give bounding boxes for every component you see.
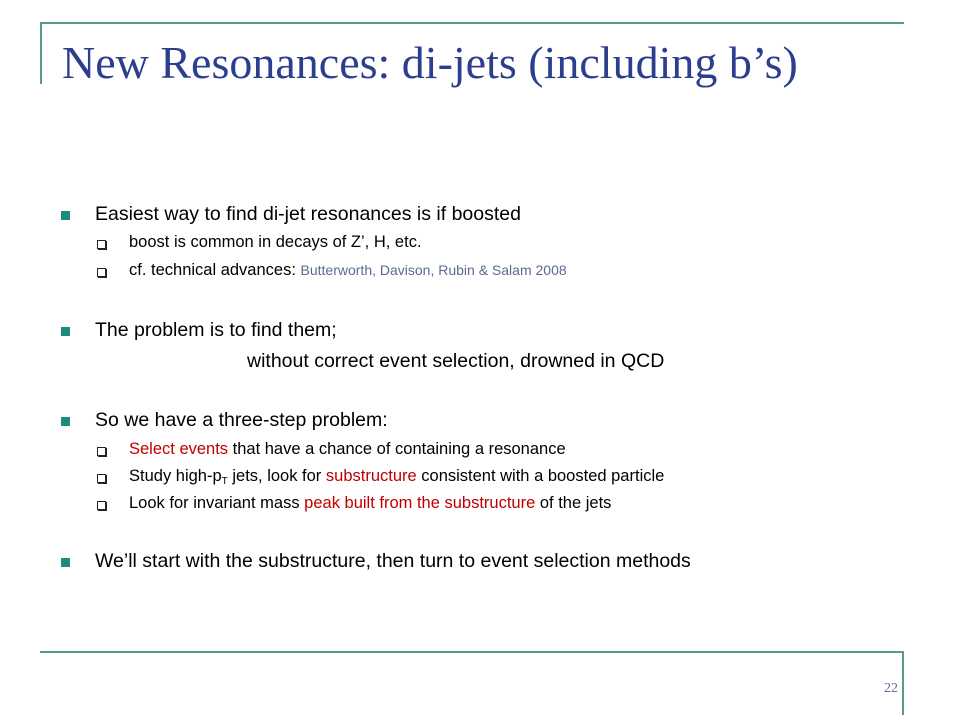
bullet-2-continuation: without correct event selection, drowned in QCD	[247, 350, 665, 372]
sub-bullet-box-icon	[97, 474, 106, 483]
bullet-1-sub-2	[129, 261, 567, 280]
bullet-3-sub-3-post: of the jets	[535, 494, 612, 512]
right-rule	[902, 651, 904, 715]
bullet-3-sub-3	[129, 494, 611, 513]
bottom-rule	[40, 651, 904, 653]
top-rule	[40, 22, 904, 24]
page-number: 22	[884, 681, 898, 696]
sub-bullet-box-icon	[97, 268, 106, 277]
bullet-3-sub-1	[129, 440, 566, 459]
bullet-square-icon	[61, 417, 70, 426]
left-rule	[40, 22, 42, 84]
sub-bullet-box-icon	[97, 501, 106, 510]
bullet-3-sub-1-text: that have a chance of containing a resonance	[228, 440, 566, 458]
highlight-select-events: Select events	[129, 440, 229, 458]
bullet-3-sub-2-mid: jets, look for	[227, 467, 326, 485]
citation: Butterworth, Davison, Rubin & Salam 2008	[300, 262, 567, 278]
bullet-3-sub-2	[129, 467, 664, 487]
sub-bullet-box-icon	[97, 447, 106, 456]
bullet-3-text: So we have a three-step problem:	[95, 409, 388, 431]
highlight-peak: peak built from the substructure	[304, 494, 536, 512]
bullet-3-sub-2-post: consistent with a boosted particle	[416, 467, 665, 485]
bullet-1-text: Easiest way to find di-jet resonances is if boosted	[95, 203, 521, 225]
slide-title: New Resonances: di-jets (including b’s)	[62, 37, 798, 88]
subscript-t: T	[221, 476, 228, 487]
bullet-2-text: The problem is to find them;	[95, 319, 337, 341]
bullet-1-sub-2-text: cf. technical advances:	[129, 261, 301, 279]
bullet-square-icon	[61, 211, 70, 220]
bullet-3-sub-2-pre: Study high-p	[129, 467, 222, 485]
bullet-square-icon	[61, 558, 70, 567]
bullet-square-icon	[61, 327, 70, 336]
bullet-1-sub-1: boost is common in decays of Z’, H, etc.	[129, 233, 422, 251]
highlight-substructure: substructure	[325, 467, 417, 485]
sub-bullet-box-icon	[97, 240, 106, 249]
bullet-4-text: We’ll start with the substructure, then turn to event selection methods	[95, 550, 691, 572]
bullet-3-sub-3-pre: Look for invariant mass	[129, 494, 305, 512]
